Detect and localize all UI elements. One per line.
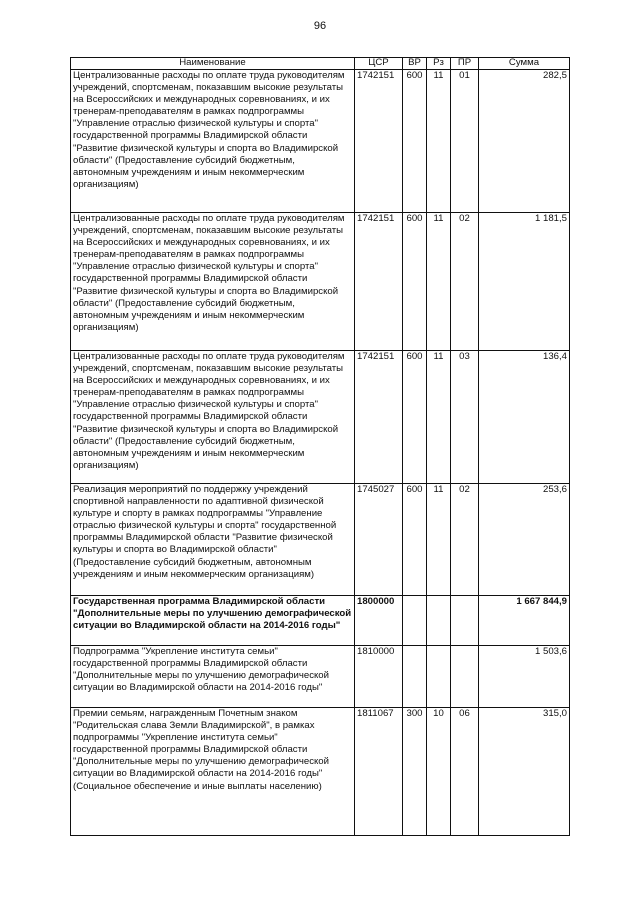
row-rz: 11	[427, 70, 451, 213]
header-rz: Рз	[427, 58, 451, 70]
row-amount: 136,4	[479, 351, 570, 484]
row-csr: 1742151	[355, 70, 403, 213]
row-rz: 11	[427, 213, 451, 351]
row-vr	[403, 646, 427, 708]
row-vr: 300	[403, 708, 427, 836]
row-name: Централизованные расходы по оплате труда руководителям учреждений, спортсменам, показавшим высокие результаты на Всероссийских и международных соревнованиях, и их тренерам-преподавателям в рамках подпрограммы "Управление отраслью физической культуры и спорта" государственной программы Владимирской области "Развитие физической культуры и спорта во Владимирской области" (Предоставление субсидий бюджетным, автономным учреждениям и иным некоммерческим организациям)	[71, 213, 355, 351]
row-vr: 600	[403, 351, 427, 484]
row-amount: 1 503,6	[479, 646, 570, 708]
header-vr: ВР	[403, 58, 427, 70]
row-csr: 1742151	[355, 351, 403, 484]
header-amount: Сумма	[479, 58, 570, 70]
row-name: Централизованные расходы по оплате труда руководителям учреждений, спортсменам, показавшим высокие результаты на Всероссийских и международных соревнованиях, и их тренерам-преподавателям в рамках подпрограммы "Управление отраслью физической культуры и спорта" государственной программы Владимирской области "Развитие физической культуры и спорта во Владимирской области" (Предоставление субсидий бюджетным, автономным учреждениям и иным некоммерческим организациям)	[71, 70, 355, 213]
row-amount: 282,5	[479, 70, 570, 213]
row-csr: 1742151	[355, 213, 403, 351]
row-vr: 600	[403, 70, 427, 213]
row-amount: 315,0	[479, 708, 570, 836]
row-name: Реализация мероприятий по поддержку учреждений спортивной направленности по адаптивной физической культуре и спорту в рамках подпрограммы "Управление отраслью физической культуры и спорта" государственной программы Владимирской области "Развитие физической культуры и спорта во Владимирской области" (Предоставление субсидий бюджетным, автономным учреждениям и иным некоммерческим организациям)	[71, 484, 355, 596]
row-rz: 11	[427, 351, 451, 484]
table-row	[71, 708, 570, 836]
row-pr: 01	[451, 70, 479, 213]
row-pr: 02	[451, 213, 479, 351]
row-pr: 02	[451, 484, 479, 596]
table-row	[71, 213, 570, 351]
table-row	[71, 484, 570, 596]
row-csr: 1800000	[355, 596, 403, 646]
table-row	[71, 646, 570, 708]
row-name: Премии семьям, награжденным Почетным знаком "Родительская слава Земли Владимирской", в рамках подпрограммы "Укрепление института семьи" государственной программы Владимирской области "Дополнительные меры по улучшению демографической ситуации во Владимирской области на 2014-2016 годы" (Социальное обеспечение и иные выплаты населению)	[71, 708, 355, 836]
table-row	[71, 351, 570, 484]
row-csr: 1745027	[355, 484, 403, 596]
row-rz	[427, 596, 451, 646]
row-rz	[427, 646, 451, 708]
row-name: Государственная программа Владимирской области "Дополнительные меры по улучшению демографической ситуации во Владимирской области на 2014-2016 годы"	[71, 596, 355, 646]
row-rz: 10	[427, 708, 451, 836]
header-name: Наименование	[71, 58, 355, 70]
row-vr: 600	[403, 484, 427, 596]
row-csr: 1810000	[355, 646, 403, 708]
header-csr: ЦСР	[355, 58, 403, 70]
row-name: Подпрограмма "Укрепление института семьи" государственной программы Владимирской области "Дополнительные меры по улучшению демографической ситуации во Владимирской области на 2014-2016 годы"	[71, 646, 355, 708]
row-vr	[403, 596, 427, 646]
header-pr: ПР	[451, 58, 479, 70]
row-rz: 11	[427, 484, 451, 596]
table-row	[71, 596, 570, 646]
budget-table	[70, 57, 570, 836]
row-name: Централизованные расходы по оплате труда руководителям учреждений, спортсменам, показавшим высокие результаты на Всероссийских и международных соревнованиях, и их тренерам-преподавателям в рамках подпрограммы "Управление отраслью физической культуры и спорта" государственной программы Владимирской области "Развитие физической культуры и спорта во Владимирской области" (Предоставление субсидий бюджетным, автономным учреждениям и иным некоммерческим организациям)	[71, 351, 355, 484]
row-vr: 600	[403, 213, 427, 351]
row-pr	[451, 646, 479, 708]
page-number: 96	[313, 20, 327, 32]
row-amount: 1 667 844,9	[479, 596, 570, 646]
table-row	[71, 70, 570, 213]
row-pr	[451, 596, 479, 646]
row-csr: 1811067	[355, 708, 403, 836]
row-amount: 253,6	[479, 484, 570, 596]
row-pr: 03	[451, 351, 479, 484]
table-header	[71, 58, 570, 70]
row-amount: 1 181,5	[479, 213, 570, 351]
row-pr: 06	[451, 708, 479, 836]
